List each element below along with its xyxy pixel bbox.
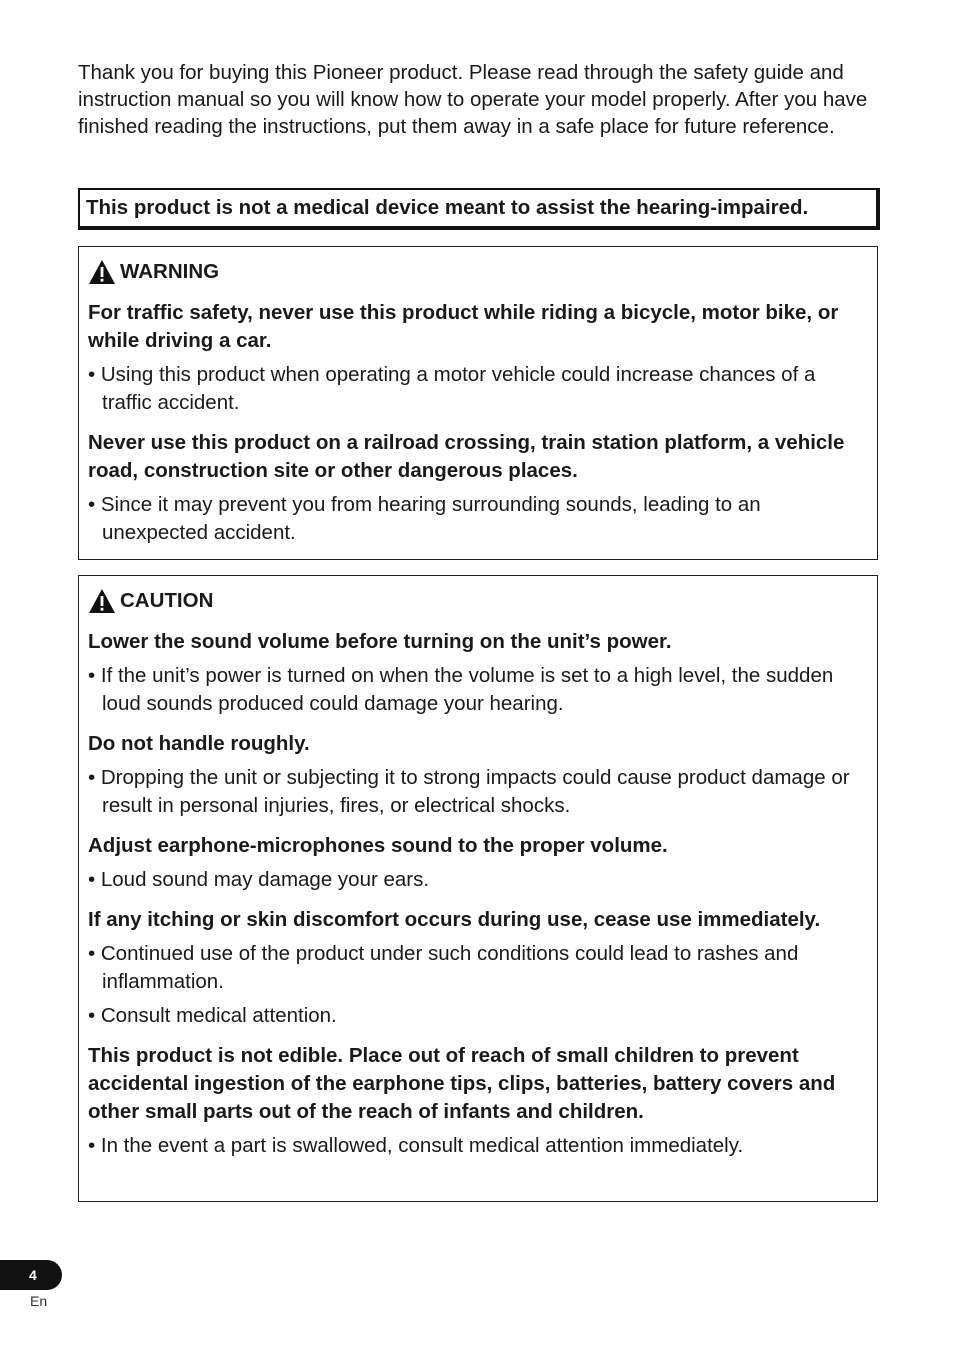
caution-bullet: • In the event a part is swallowed, consult medical attention immediately. — [88, 1134, 744, 1157]
caution-bullet: • Dropping the unit or subjecting it to strong impacts could cause product damage or result in personal injuries, fires, or electrical shocks. — [88, 766, 850, 817]
caution-heading: This product is not edible. Place out of reach of small children to prevent accidental ingestion of the earphone tips, clips, batteries, battery covers and other small parts out of the reach of infants and children. — [88, 1044, 836, 1123]
intro-paragraph: Thank you for buying this Pioneer product. Please read through the safety guide and instruction manual so you will know how to operate your model properly. After you have finished reading the instructions, put them away in a safe place for future reference. — [78, 61, 868, 138]
caution-bullet: • If the unit’s power is turned on when the volume is set to a high level, the sudden loud sounds produced could damage your hearing. — [88, 664, 834, 715]
warning-box — [78, 246, 878, 560]
caution-bullet: • Consult medical attention. — [88, 1004, 337, 1027]
warning-header — [88, 255, 868, 289]
caution-bullet: • Loud sound may damage your ears. — [88, 868, 430, 891]
caution-bullet: • Continued use of the product under such conditions could lead to rashes and inflammation. — [88, 942, 799, 993]
caution-heading: Lower the sound volume before turning on the unit’s power. — [88, 630, 672, 653]
warning-bullet: • Using this product when operating a motor vehicle could increase chances of a traffic accident. — [88, 363, 816, 414]
page-number-tab: 4 — [0, 1260, 62, 1290]
warning-heading: For traffic safety, never use this product while riding a bicycle, motor bike, or while driving a car. — [88, 301, 839, 352]
caution-title: CAUTION — [120, 589, 214, 612]
caution-heading: If any itching or skin discomfort occurs during use, cease use immediately. — [88, 908, 821, 931]
medical-notice: This product is not a medical device meant to assist the hearing-impaired. — [78, 188, 880, 230]
language-label: En — [30, 1293, 48, 1309]
caution-header — [88, 584, 868, 618]
warning-triangle-icon — [88, 588, 116, 614]
caution-heading: Do not handle roughly. — [88, 732, 310, 755]
warning-title: WARNING — [120, 260, 220, 283]
caution-box — [78, 575, 878, 1202]
warning-triangle-icon — [88, 259, 116, 285]
warning-bullet: • Since it may prevent you from hearing surrounding sounds, leading to an unexpected accident. — [88, 493, 761, 544]
warning-heading: Never use this product on a railroad crossing, train station platform, a vehicle road, construction site or other dangerous places. — [88, 431, 845, 482]
caution-heading: Adjust earphone-microphones sound to the proper volume. — [88, 834, 668, 857]
